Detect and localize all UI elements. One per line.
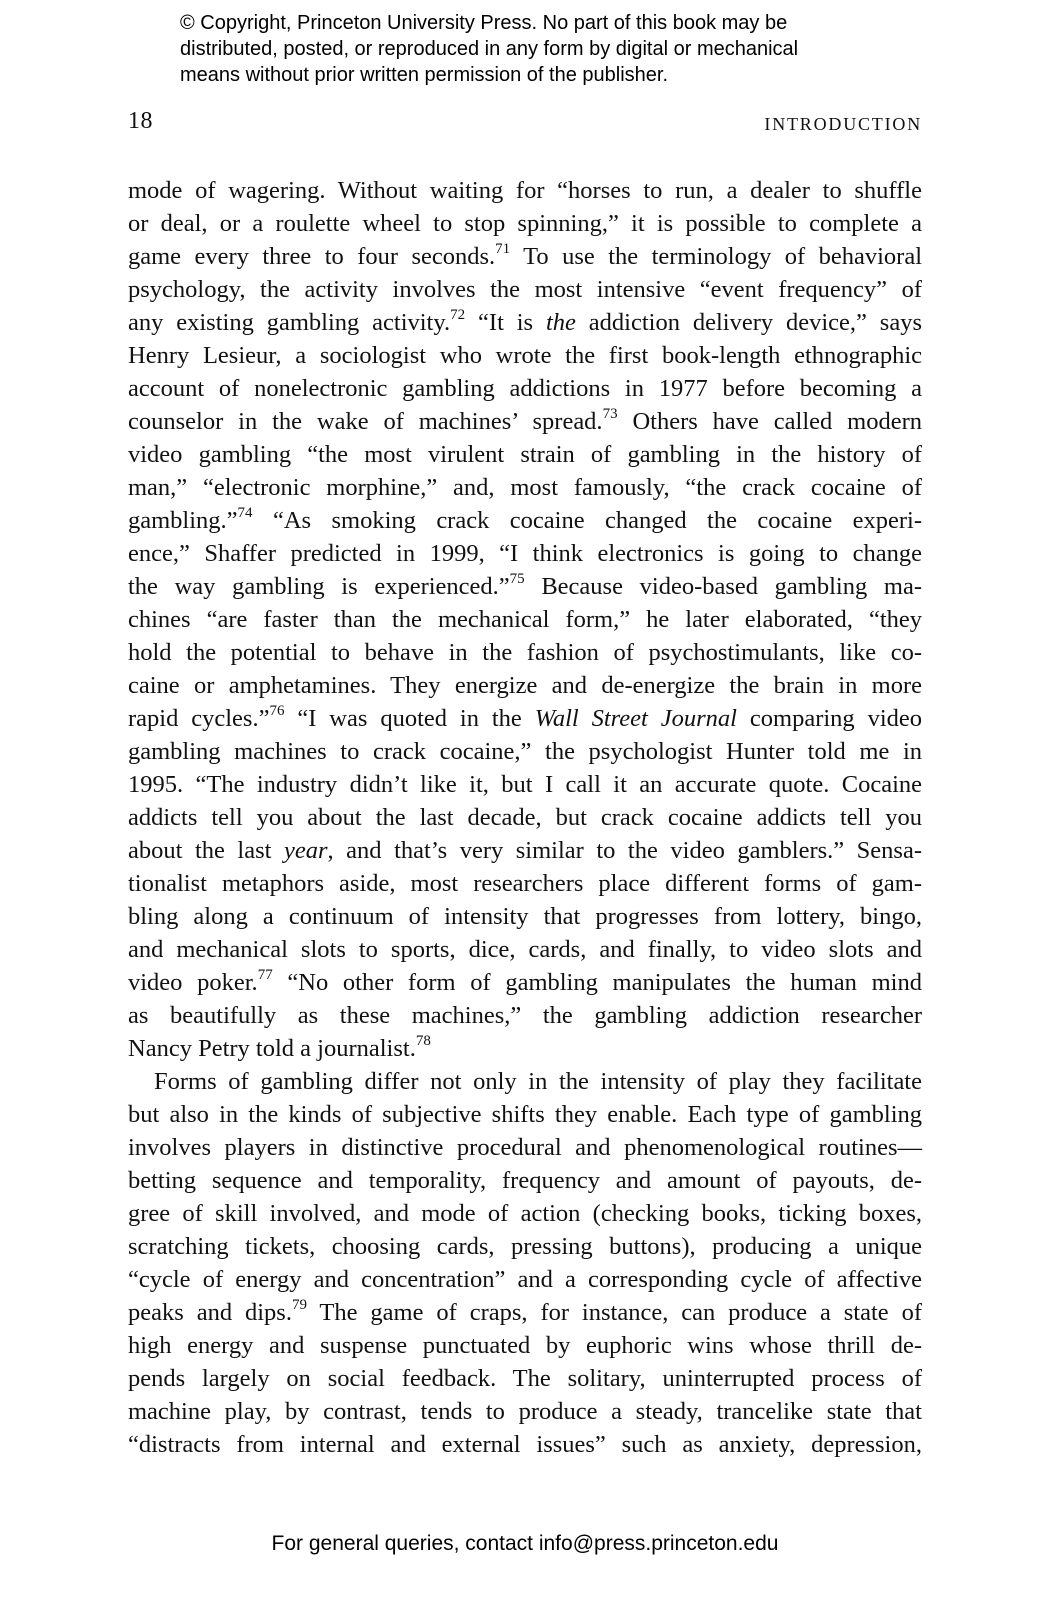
text-line xyxy=(128,702,922,735)
footnote-ref: 74 xyxy=(237,504,253,521)
text-segment: man,” “electronic morphine,” and, most famously, “the crack cocaine of xyxy=(128,474,922,501)
text-segment: “distracts from internal and external issues” such as anxiety, depression, xyxy=(128,1431,922,1458)
text-segment: The game of craps, for instance, can produce a state of xyxy=(306,1299,922,1326)
text-segment: game every three to four seconds. xyxy=(128,243,496,270)
text-line xyxy=(128,966,922,999)
text-segment: as beautifully as these machines,” the gambling addiction researcher xyxy=(128,1002,922,1029)
text-segment: high energy and suspense punctuated by euphoric wins whose thrill de- xyxy=(128,1332,922,1359)
text-line xyxy=(128,1395,922,1428)
footnote-ref: 78 xyxy=(415,1032,431,1049)
footnote-ref: 71 xyxy=(495,240,511,257)
text-segment: the way gambling is experienced.” xyxy=(128,573,510,600)
copyright-line: © Copyright, Princeton University Press. No part of this book may be xyxy=(180,12,788,34)
text-line xyxy=(128,1362,922,1395)
text-segment: betting sequence and temporality, frequency and amount of payouts, de- xyxy=(128,1167,922,1194)
text-line xyxy=(128,867,922,900)
text-line xyxy=(128,735,922,768)
text-segment: gree of skill involved, and mode of action (checking books, ticking boxes, xyxy=(128,1200,922,1227)
text-segment: chines “are faster than the mechanical form,” he later elaborated, “they xyxy=(128,606,922,633)
text-line xyxy=(128,669,922,702)
text-line xyxy=(128,933,922,966)
text-line xyxy=(128,768,922,801)
text-segment: video poker. xyxy=(128,969,258,996)
text-segment: peaks and dips. xyxy=(128,1299,292,1326)
footnote-ref: 77 xyxy=(257,966,273,983)
text-line xyxy=(128,1296,922,1329)
text-segment: or deal, or a roulette wheel to stop spinning,” it is possible to complete a xyxy=(128,210,922,237)
text-segment: and mechanical slots to sports, dice, cards, and finally, to video slots and xyxy=(128,936,922,963)
text-line xyxy=(128,174,922,207)
italic-text: year xyxy=(283,837,328,864)
text-segment: hold the potential to behave in the fashion of psychostimulants, like co- xyxy=(128,639,922,666)
text-segment: bling along a continuum of intensity that progresses from lottery, bingo, xyxy=(128,903,922,930)
text-segment: tionalist metaphors aside, most researchers place different forms of gam- xyxy=(128,870,922,897)
text-line xyxy=(128,1428,922,1461)
text-segment: mode of wagering. Without waiting for “horses to run, a dealer to shuffle xyxy=(128,177,922,204)
text-segment: “No other form of gambling manipulates the human mind xyxy=(272,969,922,996)
text-segment: rapid cycles.” xyxy=(128,705,270,732)
text-segment: about the last xyxy=(128,837,284,864)
text-segment: any existing gambling activity. xyxy=(128,309,451,336)
footnote-ref: 75 xyxy=(509,570,525,587)
text-line xyxy=(128,603,922,636)
text-line xyxy=(128,1131,922,1164)
text-segment: pends largely on social feedback. The solitary, uninterrupted process of xyxy=(128,1365,922,1392)
text-line xyxy=(128,537,922,570)
text-segment: comparing video xyxy=(737,705,923,732)
copyright-line: means without prior written permission of the publisher. xyxy=(180,64,669,86)
text-line xyxy=(128,570,922,603)
text-line xyxy=(128,999,922,1032)
text-line xyxy=(128,240,922,273)
text-segment: Others have called modern xyxy=(617,408,922,435)
text-segment: Henry Lesieur, a sociologist who wrote the first book-length ethnographic xyxy=(128,342,922,369)
text-segment: but also in the kinds of subjective shifts they enable. Each type of gambling xyxy=(128,1101,922,1128)
text-segment: machine play, by contrast, tends to produce a steady, trancelike state that xyxy=(128,1398,922,1425)
text-line xyxy=(128,1329,922,1362)
text-line xyxy=(128,900,922,933)
body-text xyxy=(128,174,922,1461)
text-segment: , and that’s very similar to the video gamblers.” Sensa- xyxy=(327,837,922,864)
footnote-ref: 79 xyxy=(291,1296,307,1313)
copyright-notice xyxy=(180,10,940,88)
text-line xyxy=(128,1065,922,1098)
text-line xyxy=(128,405,922,438)
footnote-ref: 76 xyxy=(269,702,285,719)
text-line xyxy=(128,636,922,669)
text-segment: caine or amphetamines. They energize and de-energize the brain in more xyxy=(128,672,922,699)
italic-text: Wall Street Journal xyxy=(534,705,737,732)
text-segment: gambling machines to crack cocaine,” the psychologist Hunter told me in xyxy=(128,738,922,765)
text-line xyxy=(128,1164,922,1197)
page-number: 18 xyxy=(128,108,153,134)
text-segment: psychology, the activity involves the most intensive “event frequency” of xyxy=(128,276,922,303)
text-segment: account of nonelectronic gambling addictions in 1977 before becoming a xyxy=(128,375,922,402)
text-line xyxy=(128,207,922,240)
footnote-ref: 73 xyxy=(602,405,618,422)
text-line xyxy=(128,372,922,405)
copyright-line: distributed, posted, or reproduced in any form by digital or mechanical xyxy=(180,38,799,60)
text-segment: “cycle of energy and concentration” and a corresponding cycle of affective xyxy=(128,1266,922,1293)
footnote-ref: 72 xyxy=(450,306,466,323)
text-line xyxy=(128,1263,922,1296)
text-segment: “It is xyxy=(465,309,546,336)
text-segment: addiction delivery device,” says xyxy=(575,309,923,336)
text-segment: “I was quoted in the xyxy=(284,705,535,732)
text-line xyxy=(128,834,922,867)
text-line xyxy=(128,339,922,372)
text-line xyxy=(128,1230,922,1263)
text-segment: addicts tell you about the last decade, but crack cocaine addicts tell you xyxy=(128,804,922,831)
text-line xyxy=(128,801,922,834)
text-line xyxy=(128,504,922,537)
text-segment: ence,” Shaffer predicted in 1999, “I think electronics is going to change xyxy=(128,540,922,567)
text-segment: Because video-based gambling ma- xyxy=(524,573,922,600)
running-head xyxy=(128,108,922,140)
text-segment: scratching tickets, choosing cards, pressing buttons), producing a unique xyxy=(128,1233,922,1260)
text-line xyxy=(128,273,922,306)
text-line xyxy=(128,471,922,504)
text-line xyxy=(128,438,922,471)
text-line xyxy=(128,1032,922,1065)
footer-contact: For general queries, contact info@press.princeton.edu xyxy=(271,1532,779,1555)
text-segment: Nancy Petry told a journalist. xyxy=(128,1035,416,1062)
text-line xyxy=(128,306,922,339)
text-line xyxy=(128,1098,922,1131)
text-segment: video gambling “the most virulent strain of gambling in the history of xyxy=(128,441,922,468)
running-head-title: INTRODUCTION xyxy=(764,114,922,134)
italic-text: the xyxy=(545,309,576,336)
text-segment: To use the terminology of behavioral xyxy=(510,243,922,270)
text-segment: 1995. “The industry didn’t like it, but I call it an accurate quote. Cocaine xyxy=(128,771,922,798)
text-segment: “As smoking crack cocaine changed the cocaine experi- xyxy=(252,507,922,534)
text-segment: involves players in distinctive procedural and phenomenological routines— xyxy=(128,1134,922,1161)
text-line xyxy=(128,1197,922,1230)
text-segment: Forms of gambling differ not only in the intensity of play they facilitate xyxy=(154,1068,922,1095)
text-segment: counselor in the wake of machines’ spread. xyxy=(128,408,603,435)
text-segment: gambling.” xyxy=(128,507,238,534)
